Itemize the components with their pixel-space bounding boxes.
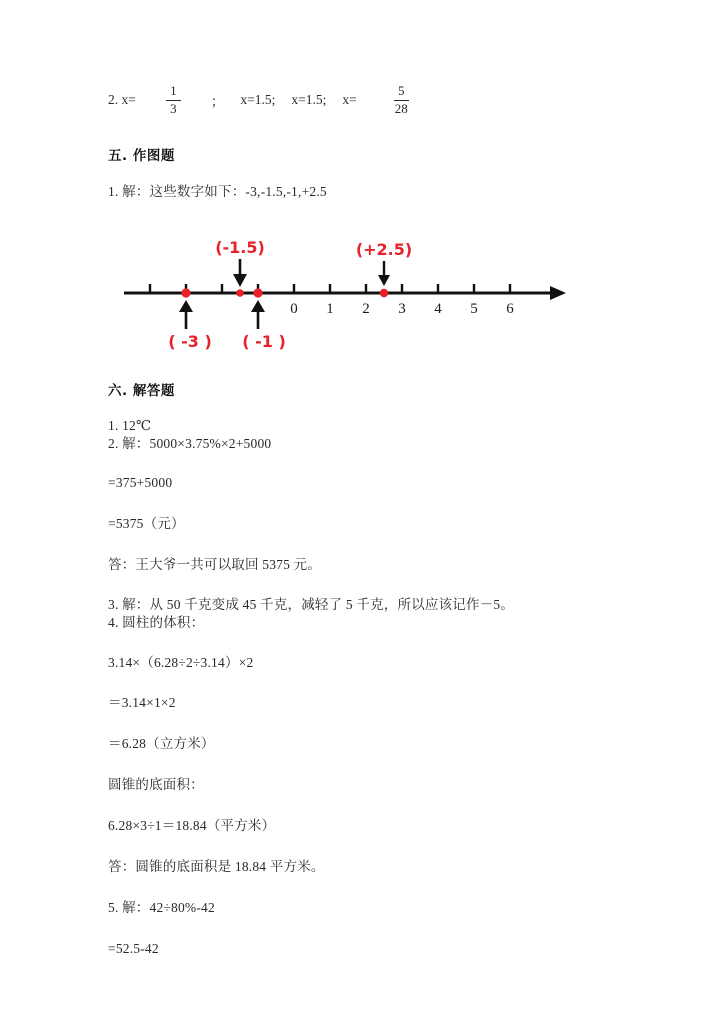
section-six-line-1: 1. 12℃ xyxy=(108,417,152,433)
spacer xyxy=(108,673,628,693)
arrow-down-icon xyxy=(378,275,390,286)
tick-label-group xyxy=(290,301,514,317)
fraction-five-twentyeighths xyxy=(393,84,410,116)
callout-minus3 xyxy=(179,300,193,329)
section-six-line-11: 圆锥的底面积： xyxy=(108,777,204,793)
label-minus1: ( -1 ) xyxy=(242,331,286,351)
point-minus3 xyxy=(181,288,190,297)
spacer xyxy=(108,919,628,939)
above-label-group xyxy=(215,238,412,259)
answer-line-2-separator: ； xyxy=(210,94,225,109)
section-six-line-8: 3.14×（6.28÷2÷3.14）×2 xyxy=(108,654,254,670)
fraction-numerator: 5 xyxy=(398,82,405,98)
spacer xyxy=(108,399,628,417)
spacer xyxy=(108,164,628,182)
spacer xyxy=(108,796,628,816)
section-six-line-9: ＝3.14×1×2 xyxy=(108,695,176,711)
spacer xyxy=(108,714,628,734)
tick-label-0: 0 xyxy=(290,300,298,317)
section-six-line-2: 2. 解：5000×3.75%×2+5000 xyxy=(108,436,272,452)
section-six-line-13: 答：圆锥的底面积是 18.84 平方米。 xyxy=(108,859,325,875)
answer-line-2-prefix: 2. x= xyxy=(108,92,136,107)
section-six-line-3: =375+5000 xyxy=(108,475,173,491)
spacer xyxy=(108,453,628,473)
fraction-denominator: 3 xyxy=(170,100,177,116)
label-minus1-5: (-1.5) xyxy=(215,237,265,257)
spacer xyxy=(108,755,628,775)
fraction-one-third xyxy=(166,84,181,116)
tick-label-4: 4 xyxy=(434,300,442,317)
spacer xyxy=(108,576,628,596)
spacer xyxy=(108,535,628,555)
section-six-line-7: 4. 圆柱的体积： xyxy=(108,615,205,631)
section-five-item-1: 1. 解：这些数字如下：-3,-1.5,-1,+2.5 xyxy=(108,184,327,199)
arrow-down-icon xyxy=(233,274,247,287)
spacer xyxy=(108,633,628,653)
callout-minus1 xyxy=(251,300,265,329)
section-six-line-14: 5. 解：42÷80%-42 xyxy=(108,900,215,916)
number-line-figure xyxy=(114,233,584,353)
answer-line-2 xyxy=(108,78,628,122)
answer-line-2-prefix-2: x= xyxy=(342,92,357,107)
spacer xyxy=(108,837,628,857)
tick-label-3: 3 xyxy=(398,300,406,317)
number-line-svg xyxy=(114,233,584,353)
arrow-up-icon xyxy=(251,300,265,312)
tick-label-5: 5 xyxy=(470,300,478,317)
tick-label-1: 1 xyxy=(326,300,334,317)
spacer xyxy=(108,122,628,144)
section-six-line-6: 3. 解：从 50 千克变成 45 千克，减轻了 5 千克，所以应该记作－5。 xyxy=(108,597,515,613)
axis-arrowhead-icon xyxy=(550,286,566,300)
section-heading-five: 五. 作图题 xyxy=(108,148,175,164)
callout-minus1-5 xyxy=(233,259,247,287)
point-minus1 xyxy=(253,288,262,297)
tick-label-6: 6 xyxy=(506,300,514,317)
answer-line-2-value-2: x=1.5; xyxy=(240,92,276,107)
spacer xyxy=(108,878,628,898)
spacer xyxy=(108,203,628,233)
page-content xyxy=(108,78,628,960)
label-plus2-5: (+2.5) xyxy=(355,239,413,259)
point-plus2-5 xyxy=(380,289,389,298)
spacer xyxy=(108,494,628,514)
arrow-up-icon xyxy=(179,300,193,312)
section-six-line-10: ＝6.28（立方米） xyxy=(108,736,215,752)
spacer xyxy=(108,353,628,379)
callout-plus2-5 xyxy=(378,261,390,286)
section-heading-six: 六. 解答题 xyxy=(108,382,175,399)
fraction-denominator: 28 xyxy=(394,100,408,116)
section-six-line-5: 答：王大爷一共可以取回 5375 元。 xyxy=(108,557,322,573)
tick-label-2: 2 xyxy=(362,300,370,317)
fraction-numerator: 1 xyxy=(170,82,177,98)
section-six-line-4: =5375（元） xyxy=(108,516,185,532)
label-minus3: ( -3 ) xyxy=(168,331,212,351)
below-label-group xyxy=(168,332,286,351)
point-minus1-5 xyxy=(236,289,244,297)
answer-line-2-value-3: x=1.5; xyxy=(291,92,327,107)
section-six-line-12: 6.28×3÷1＝18.84（平方米） xyxy=(108,818,276,834)
section-six-line-15: =52.5-42 xyxy=(108,941,159,957)
